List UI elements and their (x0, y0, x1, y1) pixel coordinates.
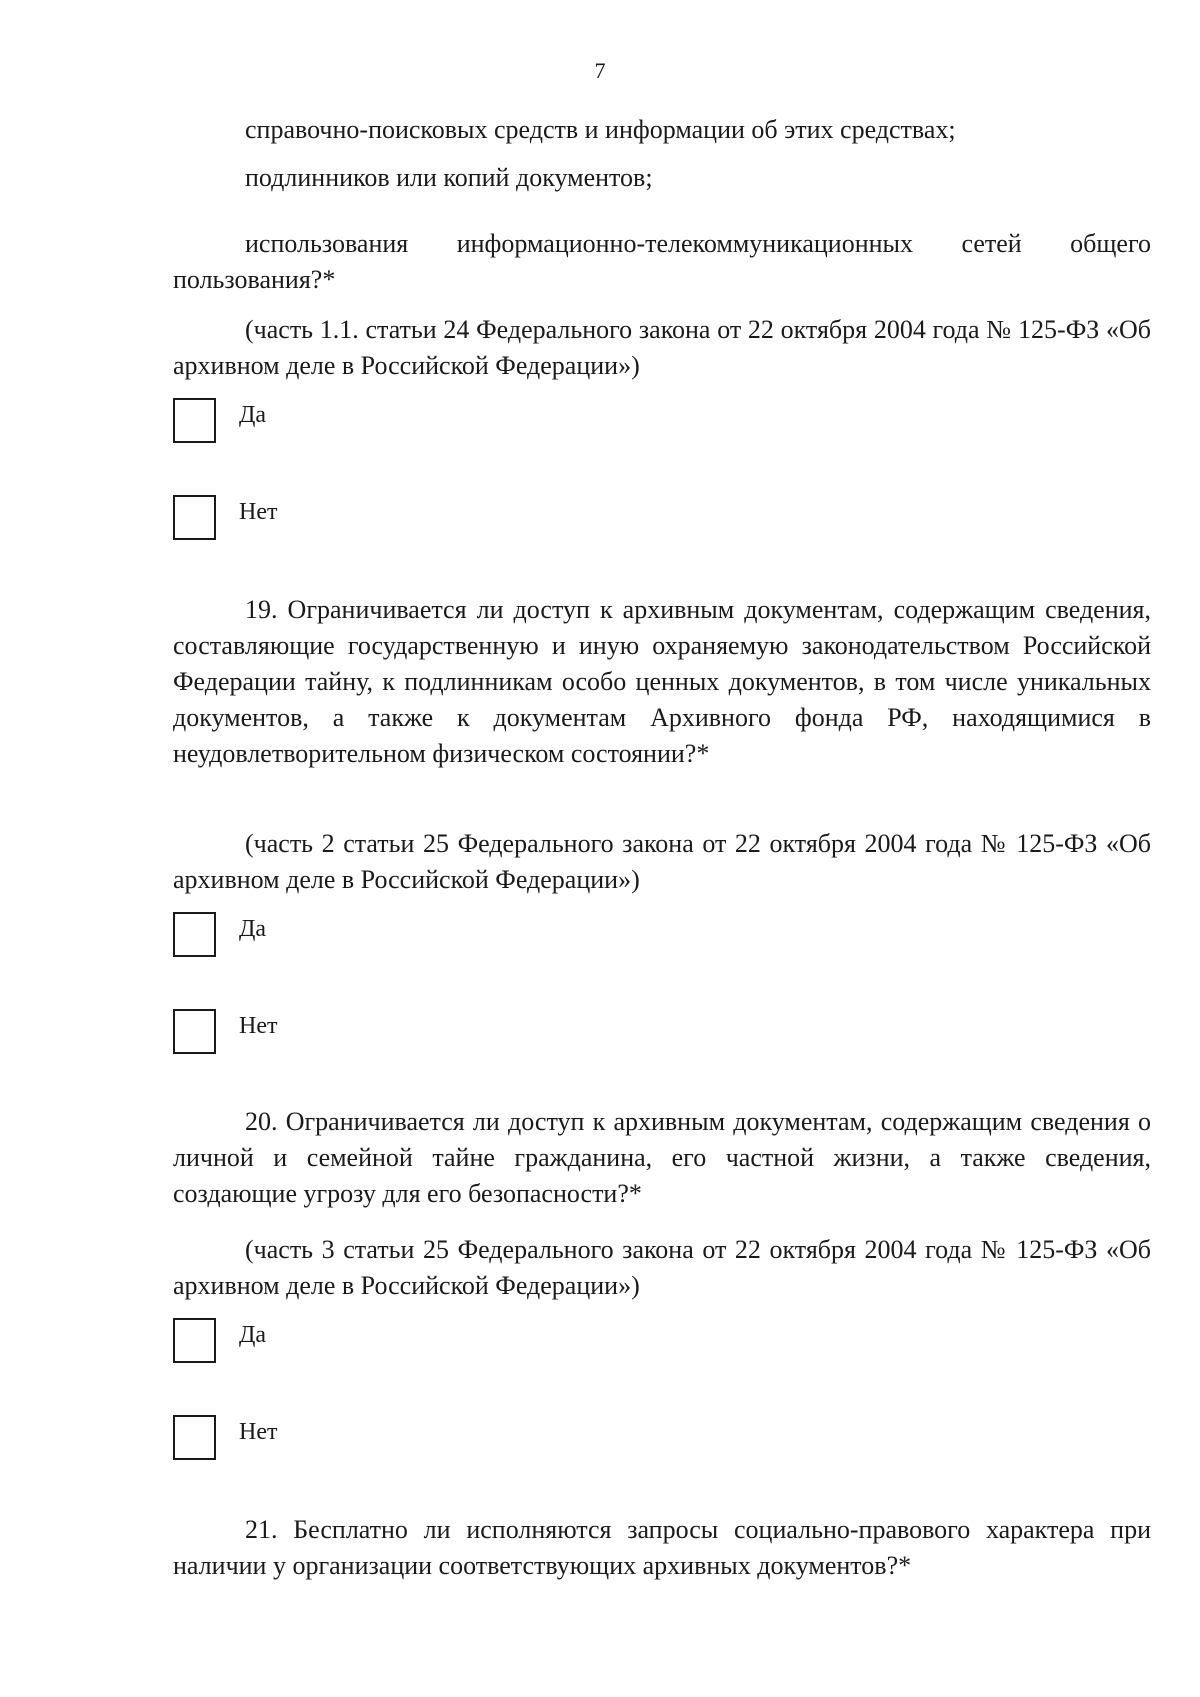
option-yes-20[interactable] (173, 1318, 266, 1368)
list-item-reference-tools: справочно-поисковых средств и информации об этих средствах; (245, 115, 956, 144)
checkbox-no-19[interactable] (173, 1009, 216, 1054)
question-20: 20. Ограничивается ли доступ к архивным документам, содержащим сведения о личной и семейной тайне гражданина, его частной жизни, а также сведения, создающие угрозу для его безопасности?* (173, 1107, 1151, 1208)
list-item-public-networks: использования информационно-телекоммуникационных сетей общего пользования?* (173, 229, 1151, 294)
option-label-no: Нет (239, 1013, 278, 1039)
option-yes-18[interactable] (173, 398, 266, 448)
checkbox-yes-18[interactable] (173, 398, 216, 443)
question-19: 19. Ограничивается ли доступ к архивным документам, содержащим сведения, составляющие государственную и иную охраняемую законодательством Российской Федерации тайну, к подлинникам особо ценных документов, в том числе уникальных документов, а также к документам Архивного фонда РФ, находящимися в неудовлетворительном физическом состоянии?* (173, 595, 1151, 768)
legal-reference-19: (часть 2 статьи 25 Федерального закона от 22 октября 2004 года № 125-ФЗ «Об архивном деле в Российской Федерации») (173, 829, 1151, 894)
option-no-19[interactable] (173, 1009, 277, 1059)
checkbox-yes-19[interactable] (173, 912, 216, 957)
checkbox-no-20[interactable] (173, 1415, 216, 1460)
option-label-yes: Да (239, 402, 267, 428)
option-label-yes: Да (239, 1322, 267, 1348)
option-label-no: Нет (239, 1419, 278, 1445)
checkbox-no-18[interactable] (173, 495, 216, 540)
checkbox-yes-20[interactable] (173, 1318, 216, 1363)
option-label-yes: Да (239, 916, 267, 942)
option-no-20[interactable] (173, 1415, 277, 1465)
legal-reference-20: (часть 3 статьи 25 Федерального закона от 22 октября 2004 года № 125-ФЗ «Об архивном деле в Российской Федерации») (173, 1235, 1151, 1300)
option-label-no: Нет (239, 499, 278, 525)
list-item-originals-copies: подлинников или копий документов; (245, 163, 653, 192)
option-yes-19[interactable] (173, 912, 266, 962)
option-no-18[interactable] (173, 495, 277, 545)
page-number: 7 (594, 58, 606, 83)
question-21: 21. Бесплатно ли исполняются запросы социально-правового характера при наличии у организации соответствующих архивных документов?* (173, 1515, 1151, 1580)
legal-reference-18: (часть 1.1. статьи 24 Федерального закона от 22 октября 2004 года № 125-ФЗ «Об архивном деле в Российской Федерации») (173, 315, 1151, 380)
